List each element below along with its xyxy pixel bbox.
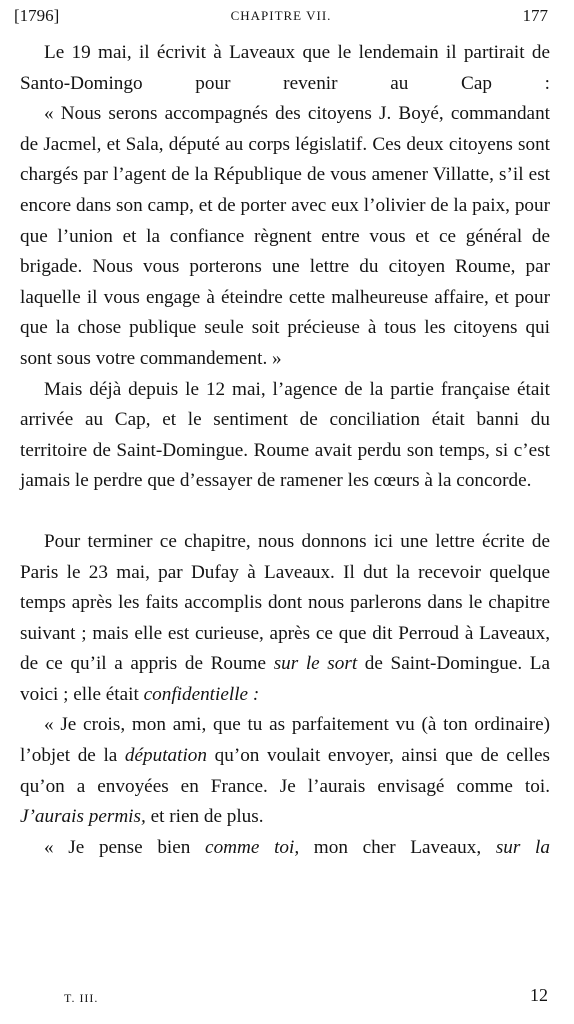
signature-line <box>64 985 548 1011</box>
italic-phrase: sur le sort <box>273 653 358 675</box>
italic-phrase: J’aurais permis, <box>20 806 146 828</box>
paragraph-text: et rien de plus. <box>145 806 264 828</box>
paragraph-departure <box>20 38 550 99</box>
paragraph-quote-dufay <box>20 710 550 832</box>
paragraph-text: Mais déjà depuis le 12 mai, l’agence de la partie française était arrivée au Cap, et le sentiment de conciliation était banni du territoire de Saint-Domingue. Roume avait perdu son temps, si c’est jamais le perdre que d’essayer de ramener les cœurs à la concorde. <box>20 378 550 492</box>
body-text <box>20 38 550 863</box>
running-head <box>14 6 548 30</box>
italic-phrase: députation <box>124 745 207 767</box>
volume-mark: T. III. <box>64 991 99 1005</box>
running-head-year: [1796] <box>14 6 60 25</box>
paragraph-agence <box>20 375 550 497</box>
paragraph-dufay-letter-intro <box>20 527 550 711</box>
paragraph-text: de Saint-Domingue. La voici ; elle était <box>20 653 551 705</box>
paragraph-text: Pour terminer ce chapitre, nous donnons ici une lettre écrite de Paris le 23 mai, par Dufay à Laveaux. Il dut la recevoir quelque temps après les faits accomplis dont nous parlerons dans le chapitre suivant ; mais elle est curieuse, après ce que dit Perroud à Laveaux, de ce qu’il a appris de Roume <box>20 530 550 675</box>
paragraph-text: « Je pense bien <box>44 836 206 858</box>
running-head-chapter: CHAPITRE VII. <box>230 8 332 23</box>
paragraph-text: qu’on voulait envoyer, ainsi que de celles qu’on a envoyées en France. Je l’aurais envisagé comme toi. <box>20 745 550 797</box>
paragraph-text: mon cher Laveaux, <box>299 836 496 858</box>
italic-phrase: comme toi, <box>205 836 300 858</box>
paragraph-text: Le 19 mai, il écrivit à Laveaux que le lendemain il partirait de Santo-Domingo pour revenir au Cap : <box>20 42 550 94</box>
paragraph-text: « Nous serons accompagnés des citoyens J. Boyé, commandant de Jacmel, et Sala, député au corps législatif. Ces deux citoyens sont chargés par l’agent de la République de vous amener Villatte, s’il est encore dans son camp, et de porter avec eux l’olivier de la paix, pour que l’union et la confiance règnent entre vous et ce général de brigade. Nous vous porterons une lettre du citoyen Roume, par laquelle il vous engage à éteindre cette malheureuse affaire, et pour que la chose publique seule soit précieuse à tous les citoyens qui sont sous votre commandement. » <box>20 103 550 369</box>
italic-phrase: sur la <box>495 836 550 858</box>
paragraph-quote-continued <box>20 833 550 864</box>
signature-number: 12 <box>530 985 548 1005</box>
paragraph-quote-boye <box>20 99 550 374</box>
italic-phrase: confidentielle : <box>143 683 260 705</box>
page-number: 177 <box>522 6 548 25</box>
paragraph-text: « Je crois, mon ami, que tu as parfaitement vu (à ton ordinaire) l’objet de la <box>20 714 550 767</box>
